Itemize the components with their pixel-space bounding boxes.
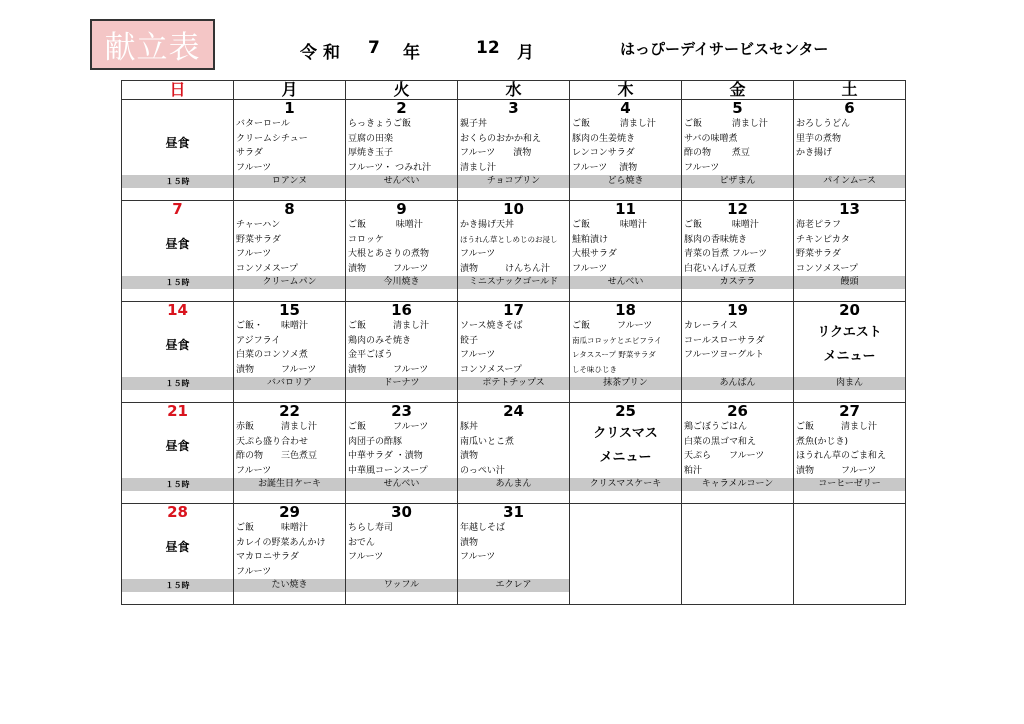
lunch-menu [794,117,905,175]
menu-item: レタススープ 野菜サラダ [572,350,656,359]
snack-item: コーヒーゼリー [794,478,905,491]
menu-item: おろしうどん [796,119,851,129]
menu-item: 海老ピラフ [796,220,842,230]
snack-item: チョコプリン [458,175,569,188]
menu-item: ご飯 清まし汁 [572,119,656,129]
sunday-cell [122,504,234,605]
day-number: 18 [615,301,636,319]
menu-item: レンコンサラダ [572,148,635,158]
weekday-header-wed: 水 [458,81,570,100]
day-number: 2 [396,99,407,117]
menu-item: コンソメスープ [460,364,522,375]
menu-item: ソース焼きそば [460,321,523,331]
menu-item: 青菜の旨煮 フルーツ [684,249,768,259]
special-menu-line: リクエスト [817,325,882,340]
day-number: 4 [620,99,631,117]
menu-item: ご飯・ 味噌汁 [236,321,309,331]
snack-item: クリスマスケーキ [570,478,681,491]
day-cell [234,100,346,201]
month-unit: 月 [517,43,534,63]
menu-item: ご飯 フルーツ [572,321,653,331]
snack-item: ロアンヌ [234,175,345,188]
menu-item [684,363,793,378]
year-value: 7 [368,38,380,58]
snack-item: せんべい [346,175,457,188]
menu-item: ご飯 清まし汁 [348,321,430,331]
day-cell [458,201,570,302]
day-number: 30 [391,503,412,521]
lunch-label: 昼食 [165,338,190,352]
menu-item: 漬物 フルーツ [796,465,877,476]
menu-item: 白菜のコンソメ煮 [236,350,308,360]
day-cell [682,201,794,302]
snack-item: 饅頭 [794,276,905,289]
menu-item: 白花いんげん豆煮 [684,263,757,274]
menu-item: 豚肉の香味焼き [684,234,748,245]
day-number: 1 [284,99,295,117]
lunch-label: 昼食 [165,540,190,554]
day-number: 10 [503,200,524,218]
menu-item: しそ味ひじき [572,364,617,374]
menu-item: フルーツ [460,350,496,360]
lunch-menu [234,117,345,175]
lunch-label: 昼食 [165,439,190,453]
special-menu [794,319,905,377]
menu-item: 酢の物 三色煮豆 [236,451,318,461]
snack-item: 肉まん [794,377,905,390]
week-row [122,504,906,605]
snack-item: あんまん [458,478,569,491]
snack-item: ババロリア [234,377,345,390]
weekday-header-fri: 金 [682,81,794,100]
sunday-cell [122,201,234,302]
menu-item: ちらし寿司 [348,523,394,533]
lunch-menu [570,117,681,175]
menu-item: おでん [348,537,375,548]
snack-item: クリームパン [234,276,345,289]
menu-item: 大根とあさりの煮物 [348,249,430,259]
day-cell [794,100,906,201]
calendar-body [122,100,906,605]
menu-item: 漬物 フルーツ [236,364,317,375]
snack-item: カステラ [682,276,793,289]
menu-item [796,161,905,176]
menu-item: 鶏ごぼうごはん [684,422,748,432]
day-number: 20 [839,301,860,319]
week-row [122,201,906,302]
snack-item: ポテトチップス [458,377,569,390]
lunch-menu [458,521,569,579]
menu-item: らっきょうご飯 [348,119,412,129]
menu-item: 里芋の煮物 [796,133,842,144]
menu-item: 野菜サラダ [796,249,841,259]
day-cell [682,100,794,201]
snack-time-label: １５時 [122,377,233,390]
menu-item: 南瓜コロッケとエビフライ [572,335,662,345]
menu-item: サラダ [236,148,263,158]
lunch-menu [682,117,793,175]
lunch-menu [458,117,569,175]
menu-item [460,565,569,580]
menu-item: コールスローサラダ [684,335,765,346]
day-cell [458,302,570,403]
menu-item: ご飯 味噌汁 [572,220,647,230]
lunch-label: 昼食 [165,136,190,150]
menu-item: ご飯 清まし汁 [796,422,878,432]
snack-time-label: １５時 [122,478,233,491]
menu-item: 大根サラダ [572,249,617,259]
menu-item: フルーツ [572,263,608,274]
day-cell [794,302,906,403]
menu-item: 漬物 けんちん汁 [460,263,551,274]
lunch-menu [346,117,457,175]
menu-title: 献立表 [90,19,215,70]
sunday-date: 21 [167,402,188,420]
day-cell [346,504,458,605]
sunday-date: 28 [167,503,188,521]
lunch-menu [234,319,345,377]
menu-item: 肉団子の酢豚 [348,436,403,447]
day-cell [570,504,682,605]
week-row [122,403,906,504]
day-cell [234,201,346,302]
snack-item: せんべい [346,478,457,491]
day-number: 5 [732,99,743,117]
snack-item: ドーナツ [346,377,457,390]
era-label: 令和 [300,43,346,63]
menu-item: 鶏肉のみそ焼き [348,335,412,346]
day-number: 15 [279,301,300,319]
snack-item: エクレア [458,579,569,592]
day-cell [234,504,346,605]
day-number: 31 [503,503,524,521]
day-number: 11 [615,200,636,218]
menu-item: フルーツヨーグルト [684,350,765,360]
lunch-label: 昼食 [165,237,190,251]
day-number: 19 [727,301,748,319]
menu-item: 鮭粕漬け [572,234,609,245]
snack-time-label: １５時 [122,579,233,592]
menu-item: フルーツ・ つみれ汁 [348,162,432,173]
snack-item: ピザまん [682,175,793,188]
day-cell [346,201,458,302]
menu-item: コンソメスープ [796,263,858,274]
day-number: 13 [839,200,860,218]
lunch-menu [570,218,681,276]
day-cell [570,201,682,302]
lunch-menu [682,319,793,377]
lunch-menu [346,521,457,579]
menu-item: チキンピカタ [796,234,850,245]
menu-item: 豚肉の生姜焼き [572,133,636,144]
menu-item: 清まし汁 [460,162,497,173]
menu-item: フルーツ 漬物 [572,162,638,173]
menu-item: ほうれん草としめじのお浸し [460,234,558,244]
day-cell [346,403,458,504]
special-menu-line: メニュー [599,450,652,465]
day-cell [682,403,794,504]
menu-item: チャーハン [236,220,281,230]
day-cell [346,302,458,403]
menu-item: ご飯 フルーツ [348,422,429,432]
menu-item: 年越しそば [460,523,506,533]
day-cell [794,403,906,504]
day-cell [458,403,570,504]
menu-item: アジフライ [236,335,281,346]
menu-item: 天ぷら盛り合わせ [236,436,309,447]
day-number: 23 [391,402,412,420]
day-cell [570,100,682,201]
day-cell [682,504,794,605]
day-number: 29 [279,503,300,521]
weekday-header-tue: 火 [346,81,458,100]
menu-item: 南瓜いとこ煮 [460,436,515,447]
menu-item: フルーツ [236,162,272,173]
menu-item: フルーツ [460,249,496,259]
menu-item: ご飯 味噌汁 [684,220,759,230]
special-menu-line: クリスマス [593,426,658,441]
lunch-menu [458,420,569,478]
menu-item: フルーツ 漬物 [460,148,532,158]
menu-item: ご飯 味噌汁 [236,523,309,533]
lunch-menu [682,218,793,276]
menu-item: クリームシチュー [236,133,308,144]
menu-item: おくらのおかか和え [460,133,542,144]
snack-time-label: １５時 [122,175,233,188]
menu-item: 漬物 フルーツ [348,263,429,274]
day-number: 25 [615,402,636,420]
weekday-header-row [122,81,906,100]
menu-item: ご飯 清まし汁 [684,119,768,129]
snack-item: キャラメルコーン [682,478,793,491]
special-menu-line: メニュー [823,349,876,364]
menu-item: フルーツ [348,552,384,562]
menu-item: 金平ごぼう [348,350,394,360]
menu-item: 豚丼 [460,422,479,432]
snack-item: 今川焼き [346,276,457,289]
snack-time-label: １５時 [122,276,233,289]
menu-item: 漬物 フルーツ [348,364,429,375]
day-cell [346,100,458,201]
menu-item: 豆腐の田楽 [348,133,394,144]
menu-item: ほうれん草のごま和え [796,451,887,461]
menu-item: 野菜サラダ [236,234,281,245]
day-number: 27 [839,402,860,420]
menu-calendar [121,80,906,605]
menu-item: コンソメスープ [236,263,298,274]
snack-item: 抹茶プリン [570,377,681,390]
menu-item: 中華サラダ ・漬物 [348,451,423,461]
snack-item: ミニスナックゴールド [458,276,569,289]
sunday-date: 7 [172,200,183,218]
day-number: 8 [284,200,295,218]
week-row [122,302,906,403]
day-cell [794,504,906,605]
day-cell [682,302,794,403]
snack-item: あんぱん [682,377,793,390]
menu-item: ご飯 味噌汁 [348,220,423,230]
special-menu [570,420,681,478]
lunch-menu [794,218,905,276]
snack-item: どら焼き [570,175,681,188]
menu-item: フルーツ [684,162,720,173]
snack-item: たい焼き [234,579,345,592]
weekday-header-thu: 木 [570,81,682,100]
menu-item: カレーライス [684,321,738,331]
day-cell [234,302,346,403]
menu-item: 粕汁 [684,465,703,476]
weekday-header-mon: 月 [234,81,346,100]
sunday-date [122,100,233,117]
lunch-menu [794,420,905,478]
day-number: 9 [396,200,407,218]
snack-item: せんべい [570,276,681,289]
weekday-header-sat: 土 [794,81,906,100]
day-number: 12 [727,200,748,218]
week-row [122,100,906,201]
day-cell [458,504,570,605]
lunch-menu [346,420,457,478]
lunch-menu [682,420,793,478]
menu-item: のっぺい汁 [460,465,505,476]
month-value: 12 [476,38,500,58]
day-number: 16 [391,301,412,319]
menu-item: 餃子 [460,335,479,346]
snack-item: パインムース [794,175,905,188]
snack-item: お誕生日ケーキ [234,478,345,491]
menu-item: バターロール [236,119,290,129]
menu-item: 中華風コーンスープ [348,465,428,476]
menu-item: 親子丼 [460,119,488,129]
menu-item: マカロニサラダ [236,552,299,562]
day-cell [234,403,346,504]
sunday-cell [122,403,234,504]
menu-item: 天ぷら フルーツ [684,451,765,461]
lunch-menu [346,218,457,276]
menu-item: サバの味噌煮 [684,133,738,144]
menu-item: フルーツ [460,552,496,562]
sunday-date: 14 [167,301,188,319]
sunday-cell [122,100,234,201]
menu-item: 漬物 [460,451,479,461]
menu-item: 厚焼き玉子 [348,148,394,158]
day-number: 22 [279,402,300,420]
menu-item: フルーツ [236,465,272,476]
day-number: 3 [508,99,519,117]
day-number: 17 [503,301,524,319]
menu-item: カレイの野菜あんかけ [236,537,326,548]
lunch-menu [458,218,569,276]
menu-item: 酢の物 煮豆 [684,148,750,158]
menu-item: かき揚げ天丼 [460,220,515,230]
menu-item: フルーツ [236,566,272,577]
day-cell [570,403,682,504]
lunch-menu [346,319,457,377]
day-number: 6 [844,99,855,117]
menu-item [348,565,457,580]
menu-item: コロッケ [348,234,384,245]
menu-item: フルーツ [236,249,272,259]
lunch-menu [234,218,345,276]
facility-name: はっぴーデイサービスセンター [620,40,829,58]
day-cell [794,201,906,302]
menu-item: 白菜の黒ゴマ和え [684,436,757,447]
snack-item: ワッフル [346,579,457,592]
lunch-menu [570,319,681,377]
day-number: 24 [503,402,524,420]
year-unit: 年 [403,43,420,63]
day-number: 26 [727,402,748,420]
menu-item: かき揚げ [796,148,833,158]
day-cell [458,100,570,201]
lunch-menu [234,420,345,478]
lunch-menu [234,521,345,579]
lunch-menu [458,319,569,377]
menu-item: 煮魚(かじき) [796,436,849,447]
menu-item: 赤飯 清まし汁 [236,422,318,432]
menu-item: 漬物 [460,537,479,548]
sunday-cell [122,302,234,403]
day-cell [570,302,682,403]
weekday-header-sun: 日 [122,81,234,100]
